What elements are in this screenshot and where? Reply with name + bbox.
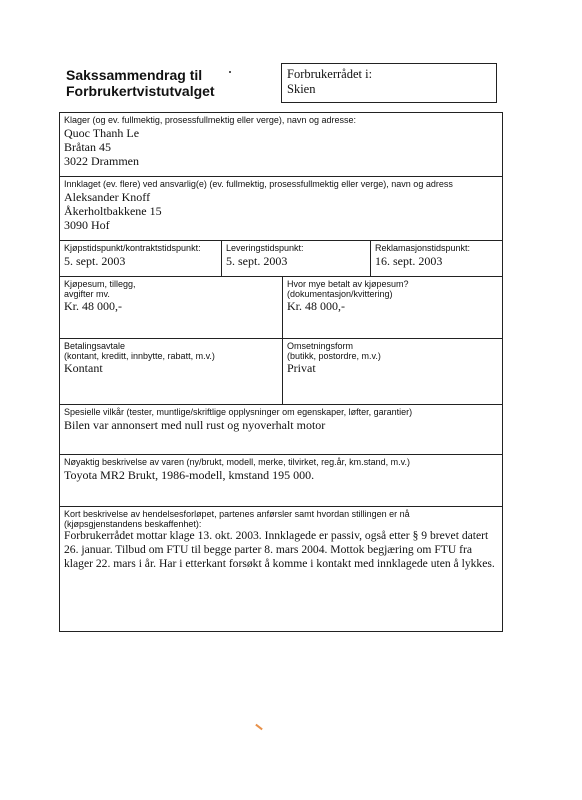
summary-form xyxy=(59,112,503,632)
paid-cell xyxy=(283,277,502,338)
dates-section xyxy=(60,241,502,277)
complainant-street: Bråtan 45 xyxy=(64,140,111,154)
pen-mark xyxy=(255,724,263,731)
terms-label: Spesielle vilkår (tester, muntlige/skriftlige opplysninger om egenskaper, løfter, garantier) xyxy=(64,407,413,417)
office-label: Forbrukerrådet i: xyxy=(287,67,373,81)
price-section xyxy=(60,277,502,339)
complainant-city: 3022 Drammen xyxy=(64,154,139,168)
terms-value: Bilen var annonsert med null rust og nyoverhalt motor xyxy=(64,418,326,432)
payment-value: Kontant xyxy=(64,361,103,375)
description-label-line-1: Kort beskrivelse av hendelsesforløpet, partenes anførsler samt hvordan stillingen er nå xyxy=(64,509,410,519)
terms-section xyxy=(60,405,502,455)
paid-value: Kr. 48 000,- xyxy=(287,299,345,313)
complainant-label: Klager (og ev. fullmektig, prosessfullmektig eller verge), navn og adresse: xyxy=(64,115,356,125)
complainant-section xyxy=(60,113,502,177)
item-label: Nøyaktig beskrivelse av varen (ny/brukt, modell, merke, tilvirket, reg.år, km.stand, m.v.) xyxy=(64,457,410,467)
title-line-2: Forbrukertvistutvalget xyxy=(66,83,215,99)
delivery-date-cell xyxy=(222,241,371,276)
complainant-name: Quoc Thanh Le xyxy=(64,126,140,140)
price-label-line-1: Kjøpesum, tillegg, xyxy=(64,279,136,289)
item-section xyxy=(60,455,502,507)
complaint-date-value: 16. sept. 2003 xyxy=(375,254,443,268)
description-section xyxy=(60,507,502,631)
description-line-2: 26. januar. Tilbud om FTU til begge parter 8. mars 2004. Mottok begjæring om FTU fra xyxy=(64,543,472,556)
defendant-name: Aleksander Knoff xyxy=(64,190,151,204)
purchase-date-value: 5. sept. 2003 xyxy=(64,254,126,268)
complaint-date-cell xyxy=(371,241,502,276)
description-line-1: Forbrukerrådet mottar klage 13. okt. 2003. Innklagede er passiv, også etter § 9 brevet datert xyxy=(64,529,489,542)
purchase-date-cell xyxy=(60,241,222,276)
defendant-street: Åkerholtbakkene 15 xyxy=(64,204,162,218)
speck xyxy=(229,71,231,73)
complaint-date-label: Reklamasjonstidspunkt: xyxy=(375,243,471,253)
payment-label-line-2: (kontant, kreditt, innbytte, rabatt, m.v.) xyxy=(64,351,215,361)
payment-terms-cell xyxy=(60,339,283,404)
purchase-date-label: Kjøpstidspunkt/kontraktstidspunkt: xyxy=(64,243,201,253)
description-label-line-2: (kjøpsgjenstandens beskaffenhet): xyxy=(64,519,202,529)
office-value: Skien xyxy=(287,82,316,96)
sales-form-cell xyxy=(283,339,502,404)
defendant-label: Innklaget (ev. flere) ved ansvarlig(e) (ev. fullmektig, prosessfullmektig eller verge), navn og adress xyxy=(64,179,453,189)
sales-form-label-line-2: (butikk, postordre, m.v.) xyxy=(287,351,381,361)
item-value: Toyota MR2 Brukt, 1986-modell, kmstand 195 000. xyxy=(64,468,315,482)
description-line-3: klager 22. mars i år. Har i etterkant forsøkt å komme i kontakt med innklagede uten å lykkes. xyxy=(64,557,495,570)
sales-form-value: Privat xyxy=(287,361,316,375)
page-title xyxy=(66,67,215,99)
payment-section xyxy=(60,339,502,405)
price-label-line-2: avgifter mv. xyxy=(64,289,110,299)
sales-form-label-line-1: Omsetningsform xyxy=(287,341,354,351)
delivery-date-value: 5. sept. 2003 xyxy=(226,254,288,268)
price-value: Kr. 48 000,- xyxy=(64,299,122,313)
payment-label-line-1: Betalingsavtale xyxy=(64,341,126,351)
paid-label-line-1: Hvor mye betalt av kjøpesum? xyxy=(287,279,409,289)
office-box xyxy=(281,63,497,103)
delivery-date-label: Leveringstidspunkt: xyxy=(226,243,304,253)
defendant-city: 3090 Hof xyxy=(64,218,110,232)
paid-label-line-2: (dokumentasjon/kvittering) xyxy=(287,289,393,299)
title-line-1: Sakssammendrag til xyxy=(66,67,203,83)
defendant-section xyxy=(60,177,502,241)
price-cell xyxy=(60,277,283,338)
